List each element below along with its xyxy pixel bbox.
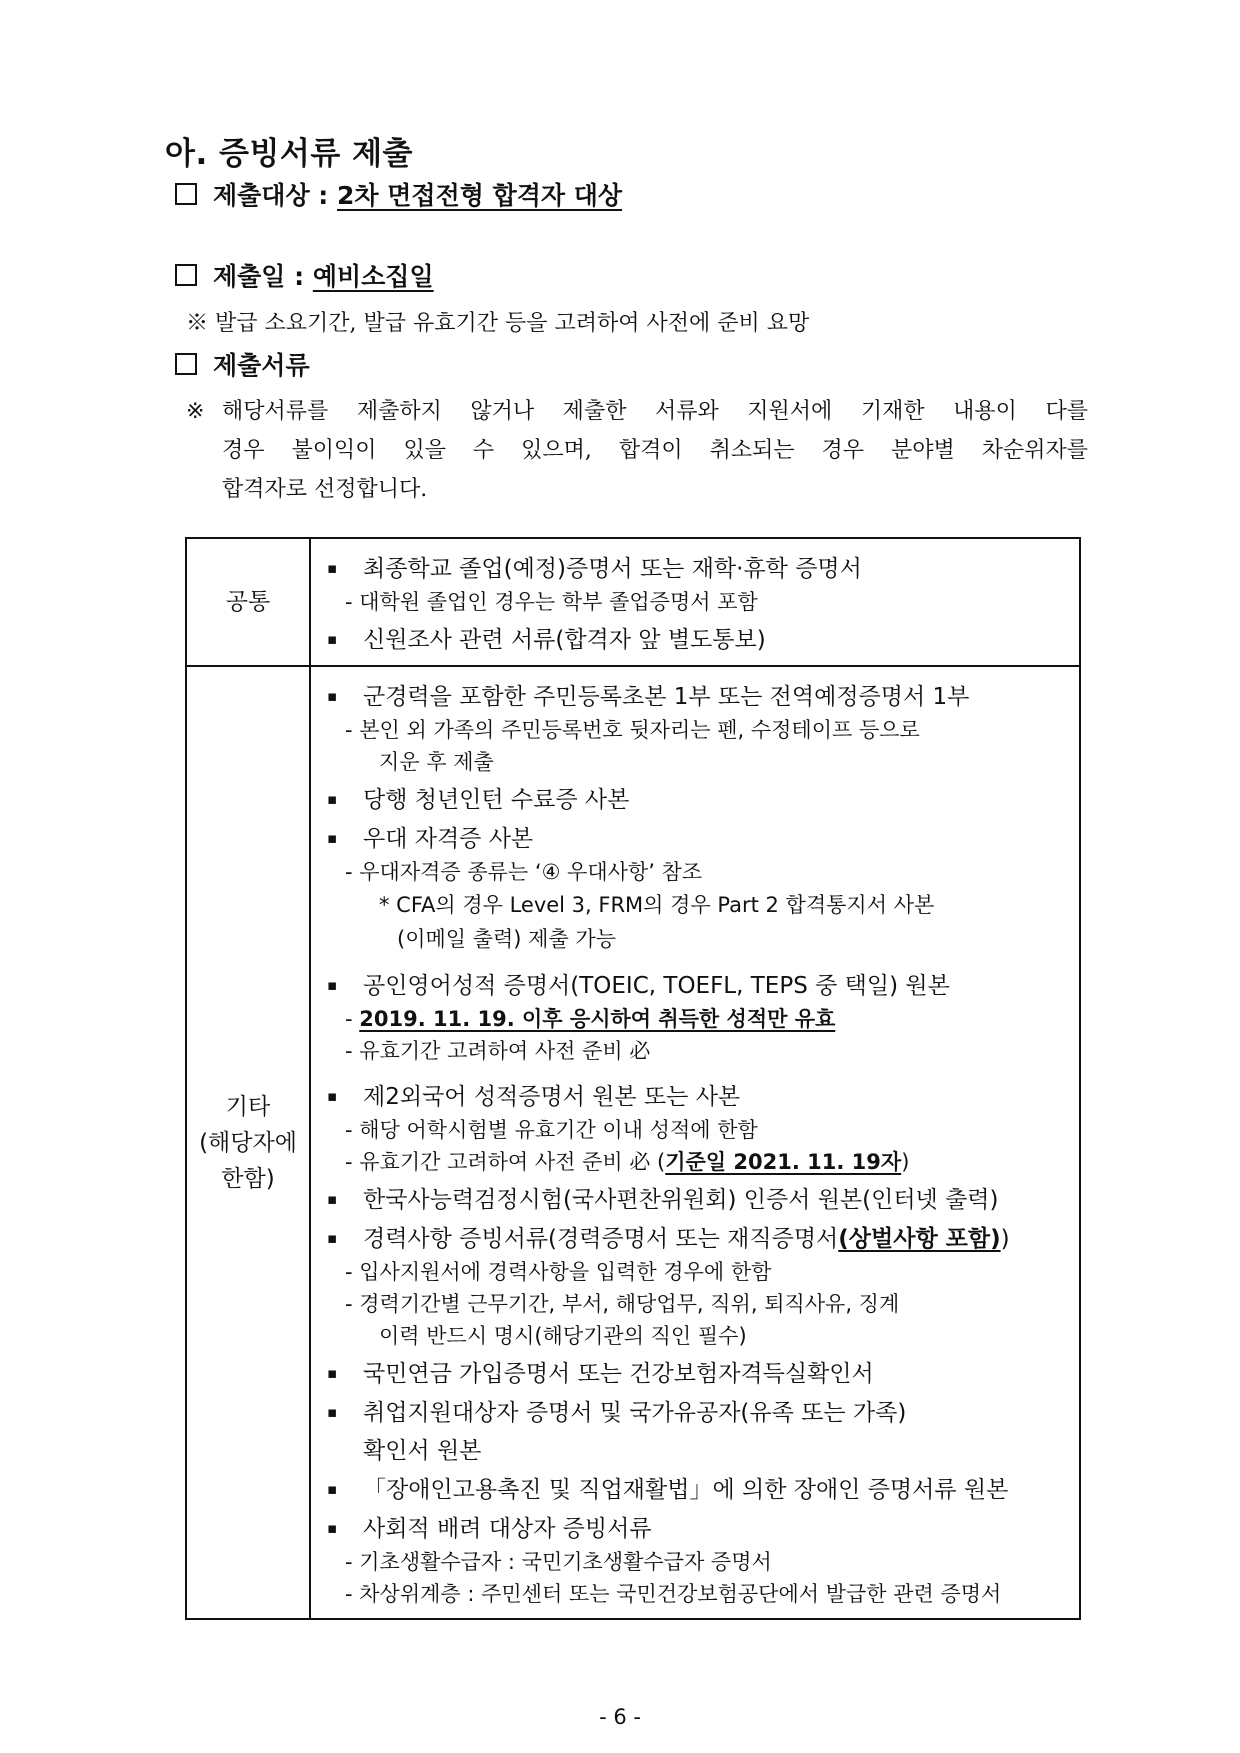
section-title: 아. 증빙서류 제출 <box>165 136 413 172</box>
list-subitem: - 유효기간 고려하여 사전 준비 必 <box>345 1039 651 1063</box>
list-item: ▪ 경력사항 증빙서류(경력증명서 또는 재직증명서(상벌사항 포함)) <box>327 1221 1069 1256</box>
date-label: 제출일 : <box>213 262 313 291</box>
docs-heading-label: 제출서류 <box>213 351 310 380</box>
note-penalty <box>186 392 1088 509</box>
list-item: ▪ 사회적 배려 대상자 증빙서류 <box>327 1511 1069 1546</box>
date-heading <box>175 257 434 293</box>
list-subitem: - 기초생활수급자 : 국민기초생활수급자 증명서 <box>345 1550 772 1574</box>
list-item: ▪ 우대 자격증 사본 <box>327 821 1069 856</box>
list-subitem: 이력 반드시 명시(해당기관의 직인 필수) <box>379 1324 747 1348</box>
documents-table <box>185 537 1081 1620</box>
list-item: 확인서 원본 <box>363 1438 482 1464</box>
list-item: ▪ 제2외국어 성적증명서 원본 또는 사본 <box>327 1079 1069 1114</box>
items-other <box>310 666 1080 1619</box>
list-item: ▪ 최종학교 졸업(예정)증명서 또는 재학·휴학 증명서 <box>327 551 1069 586</box>
table-row-common <box>186 538 1080 666</box>
note-penalty-line2: 경우 불이익이 있을 수 있으며, 합격이 취소되는 경우 분야별 차순위자를 <box>222 438 1088 463</box>
list-item: ▪ 당행 청년인턴 수료증 사본 <box>327 782 1069 817</box>
date-value: 예비소집일 <box>312 262 434 291</box>
category-common: 공통 <box>186 538 310 666</box>
list-subitem: - 해당 어학시험별 유효기간 이내 성적에 한함 <box>345 1118 758 1142</box>
list-subitem: - 경력기간별 근무기간, 부서, 해당업무, 직위, 퇴직사유, 징계 <box>345 1292 900 1316</box>
list-item: ▪ 국민연금 가입증명서 또는 건강보험자격득실확인서 <box>327 1356 1069 1391</box>
target-label: 제출대상 : <box>213 181 338 210</box>
checkbox-square-icon <box>175 264 197 286</box>
list-subitem: - 대학원 졸업인 경우는 학부 졸업증명서 포함 <box>345 590 758 614</box>
list-subitem: - 2019. 11. 19. 이후 응시하여 취득한 성적만 유효 <box>345 1007 836 1031</box>
checkbox-square-icon <box>175 353 197 375</box>
list-subitem: - 유효기간 고려하여 사전 준비 必 (기준일 2021. 11. 19자) <box>345 1150 910 1174</box>
list-item: ▪ 공인영어성적 증명서(TOEIC, TOEFL, TEPS 중 택일) 원본 <box>327 968 1069 1003</box>
note-penalty-line1: 해당서류를 제출하지 않거나 제출한 서류와 지원서에 기재한 내용이 다를 <box>222 399 1088 424</box>
note-mark: ※ <box>186 399 205 424</box>
docs-heading <box>175 346 310 382</box>
note-penalty-line3: 합격자로 선정합니다. <box>222 477 428 502</box>
list-subitem: 지운 후 제출 <box>379 750 494 774</box>
items-common <box>310 538 1080 666</box>
list-note: (이메일 출력) 제출 가능 <box>397 927 616 951</box>
list-item: ▪ 신원조사 관련 서류(합격자 앞 별도통보) <box>327 622 1069 657</box>
note-issuance: ※ 발급 소요기간, 발급 유효기간 등을 고려하여 사전에 준비 요망 <box>186 311 810 336</box>
list-subitem: - 우대자격증 종류는 ‘④ 우대사항’ 참조 <box>345 860 703 884</box>
list-note: * CFA의 경우 Level 3, FRM의 경우 Part 2 합격통지서 사본 <box>379 893 935 917</box>
page-number: - 6 - <box>599 1705 641 1729</box>
list-item: ▪ 「장애인고용촉진 및 직업재활법」에 의한 장애인 증명서류 원본 <box>327 1472 1069 1507</box>
list-subitem: - 본인 외 가족의 주민등록번호 뒷자리는 펜, 수정테이프 등으로 <box>345 718 920 742</box>
list-subitem: - 차상위계층 : 주민센터 또는 국민건강보험공단에서 발급한 관련 증명서 <box>345 1582 1002 1606</box>
list-item: ▪ 한국사능력검정시험(국사편찬위원회) 인증서 원본(인터넷 출력) <box>327 1182 1069 1217</box>
list-item: ▪ 취업지원대상자 증명서 및 국가유공자(유족 또는 가족) <box>327 1395 1069 1430</box>
list-subitem: - 입사지원서에 경력사항을 입력한 경우에 한함 <box>345 1260 772 1284</box>
target-value: 2차 면접전형 합격자 대상 <box>337 181 623 210</box>
table-row-other <box>186 666 1080 1619</box>
target-heading <box>175 176 622 212</box>
checkbox-square-icon <box>175 183 197 205</box>
category-other: 기타 (해당자에 한함) <box>186 666 310 1619</box>
list-item: ▪ 군경력을 포함한 주민등록초본 1부 또는 전역예정증명서 1부 <box>327 679 1069 714</box>
